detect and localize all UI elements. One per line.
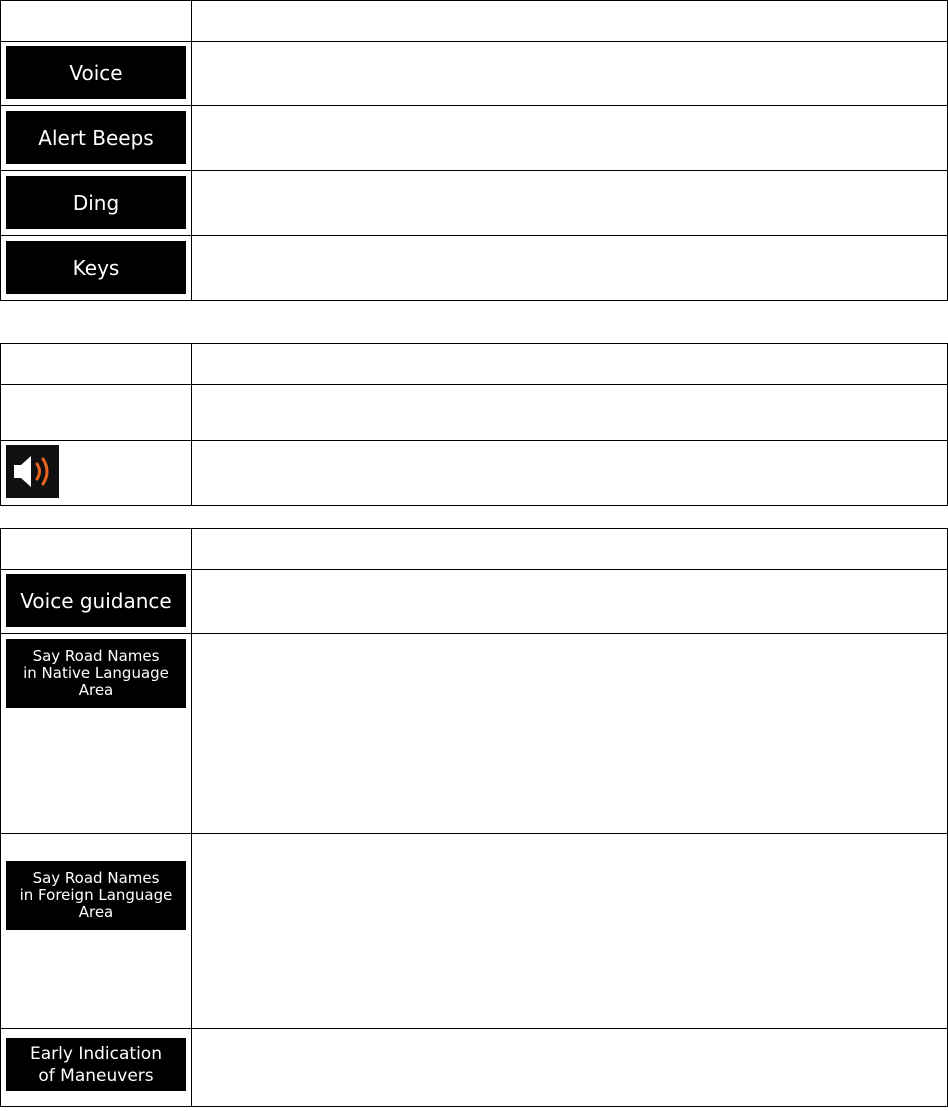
say-road-names-foreign-button[interactable]: Say Road Names in Foreign Language Area xyxy=(6,861,186,930)
table-header-row xyxy=(1,344,948,385)
ding-button[interactable]: Ding xyxy=(6,176,186,229)
table-header-row xyxy=(1,529,948,570)
speaker-volume-icon[interactable] xyxy=(6,445,59,498)
voice-guidance-button[interactable]: Voice guidance xyxy=(6,574,186,627)
alert-beeps-button[interactable]: Alert Beeps xyxy=(6,111,186,164)
table-row xyxy=(1,441,948,506)
speaker-volume-icon-graphic xyxy=(6,445,59,498)
say-road-names-native-button[interactable]: Say Road Names in Native Language Area xyxy=(6,639,186,708)
table-row xyxy=(1,385,948,441)
keys-button[interactable]: Keys xyxy=(6,241,186,294)
early-indication-button[interactable]: Early Indication of Maneuvers xyxy=(6,1038,186,1091)
table-header-row xyxy=(1,1,948,42)
voice-button[interactable]: Voice xyxy=(6,46,186,99)
volume-table xyxy=(0,343,948,506)
